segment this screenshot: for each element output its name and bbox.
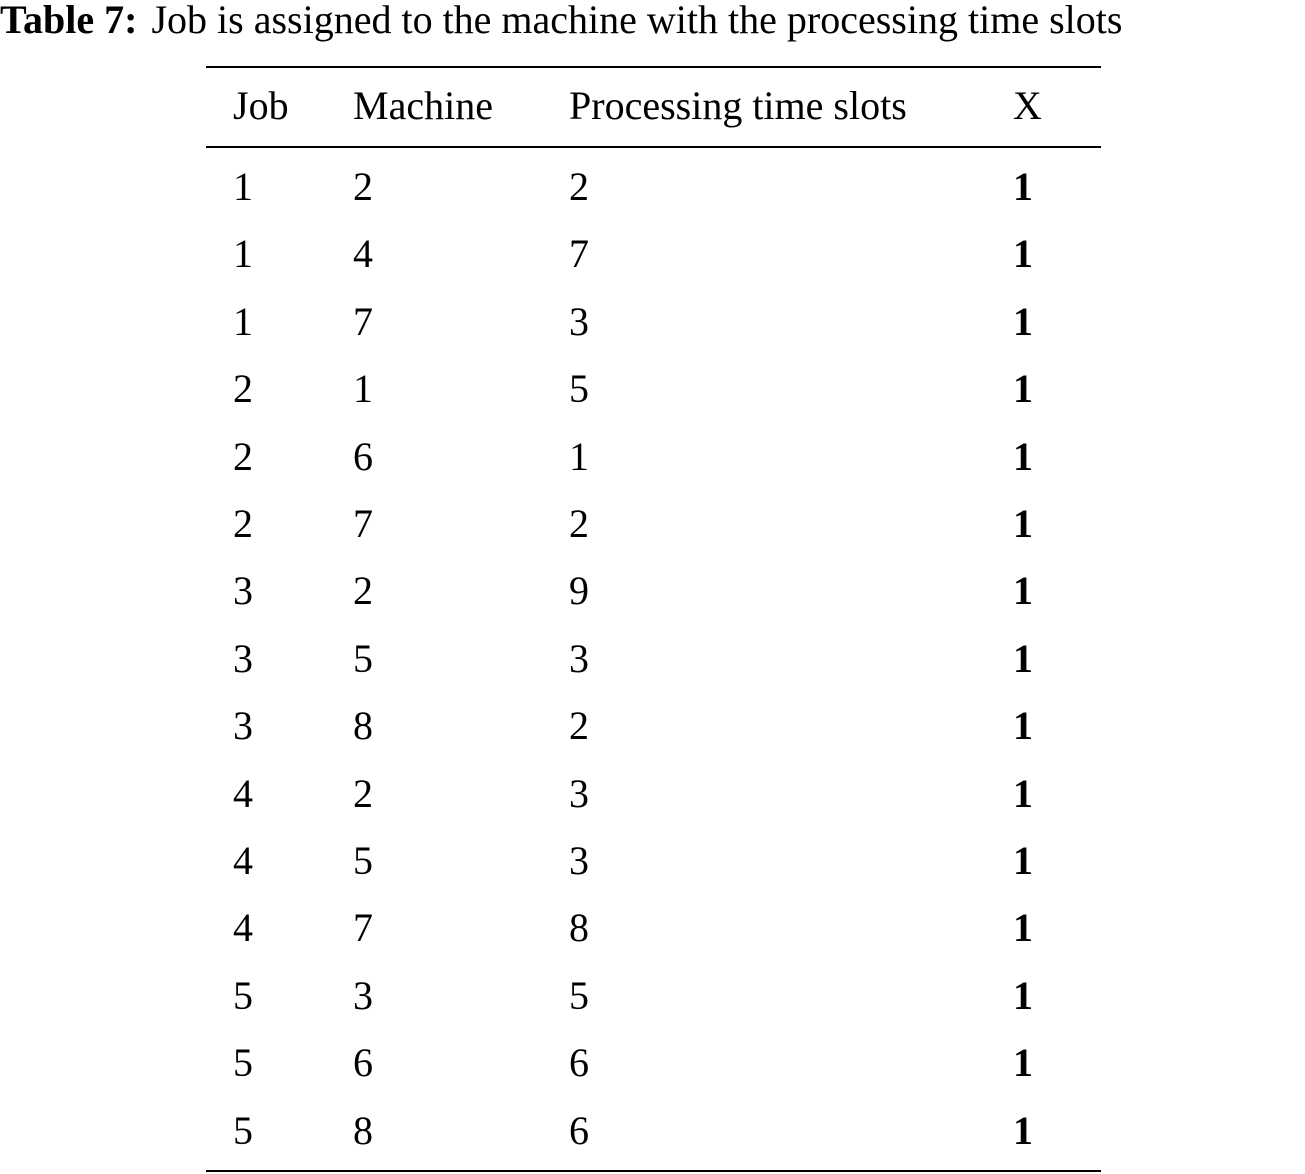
cell-machine: 7 — [353, 905, 373, 950]
cell-job: 4 — [233, 838, 253, 883]
cell-processing-time: 3 — [569, 636, 589, 681]
cell-machine: 2 — [353, 771, 373, 816]
cell-job: 5 — [233, 1108, 253, 1153]
cell-x: 1 — [1013, 905, 1033, 950]
cell-processing-time: 8 — [569, 905, 589, 950]
cell-machine: 5 — [353, 636, 373, 681]
cell-x: 1 — [1013, 1108, 1033, 1153]
cell-x: 1 — [1013, 973, 1033, 1018]
cell-machine: 7 — [353, 501, 373, 546]
cell-job: 4 — [233, 771, 253, 816]
cell-machine: 6 — [353, 434, 373, 479]
cell-processing-time: 5 — [569, 366, 589, 411]
cell-processing-time: 2 — [569, 703, 589, 748]
cell-job: 5 — [233, 1040, 253, 1085]
cell-x: 1 — [1013, 1040, 1033, 1085]
cell-job: 2 — [233, 434, 253, 479]
header-x: X — [1013, 83, 1042, 128]
cell-x: 1 — [1013, 164, 1033, 209]
cell-processing-time: 2 — [569, 501, 589, 546]
cell-job: 2 — [233, 366, 253, 411]
cell-job: 3 — [233, 703, 253, 748]
cell-job: 3 — [233, 636, 253, 681]
cell-machine: 2 — [353, 568, 373, 613]
cell-processing-time: 5 — [569, 973, 589, 1018]
cell-job: 3 — [233, 568, 253, 613]
table-bottom-rule — [206, 1170, 1101, 1172]
caption-label: Table 7: — [0, 0, 138, 42]
cell-processing-time: 3 — [569, 299, 589, 344]
cell-processing-time: 6 — [569, 1040, 589, 1085]
cell-processing-time: 3 — [569, 771, 589, 816]
caption-text: Job is assigned to the machine with the processing time slots — [151, 0, 1123, 42]
cell-x: 1 — [1013, 838, 1033, 883]
cell-job: 1 — [233, 299, 253, 344]
header-processing-time: Processing time slots — [569, 83, 907, 128]
cell-processing-time: 6 — [569, 1108, 589, 1153]
header-job: Job — [233, 83, 289, 128]
cell-job: 5 — [233, 973, 253, 1018]
cell-processing-time: 1 — [569, 434, 589, 479]
cell-machine: 4 — [353, 231, 373, 276]
cell-job: 1 — [233, 231, 253, 276]
cell-machine: 6 — [353, 1040, 373, 1085]
cell-machine: 3 — [353, 973, 373, 1018]
cell-x: 1 — [1013, 299, 1033, 344]
cell-machine: 7 — [353, 299, 373, 344]
cell-machine: 2 — [353, 164, 373, 209]
cell-job: 2 — [233, 501, 253, 546]
table-top-rule — [206, 66, 1101, 68]
cell-x: 1 — [1013, 771, 1033, 816]
cell-x: 1 — [1013, 501, 1033, 546]
cell-processing-time: 7 — [569, 231, 589, 276]
cell-processing-time: 9 — [569, 568, 589, 613]
cell-job: 1 — [233, 164, 253, 209]
cell-processing-time: 3 — [569, 838, 589, 883]
cell-x: 1 — [1013, 366, 1033, 411]
cell-machine: 8 — [353, 703, 373, 748]
cell-machine: 5 — [353, 838, 373, 883]
cell-x: 1 — [1013, 703, 1033, 748]
cell-processing-time: 2 — [569, 164, 589, 209]
cell-x: 1 — [1013, 231, 1033, 276]
cell-x: 1 — [1013, 434, 1033, 479]
cell-x: 1 — [1013, 636, 1033, 681]
table-caption — [0, 0, 1305, 44]
cell-x: 1 — [1013, 568, 1033, 613]
cell-machine: 1 — [353, 366, 373, 411]
header-machine: Machine — [353, 83, 493, 128]
cell-machine: 8 — [353, 1108, 373, 1153]
cell-job: 4 — [233, 905, 253, 950]
table-header-rule — [206, 146, 1101, 148]
